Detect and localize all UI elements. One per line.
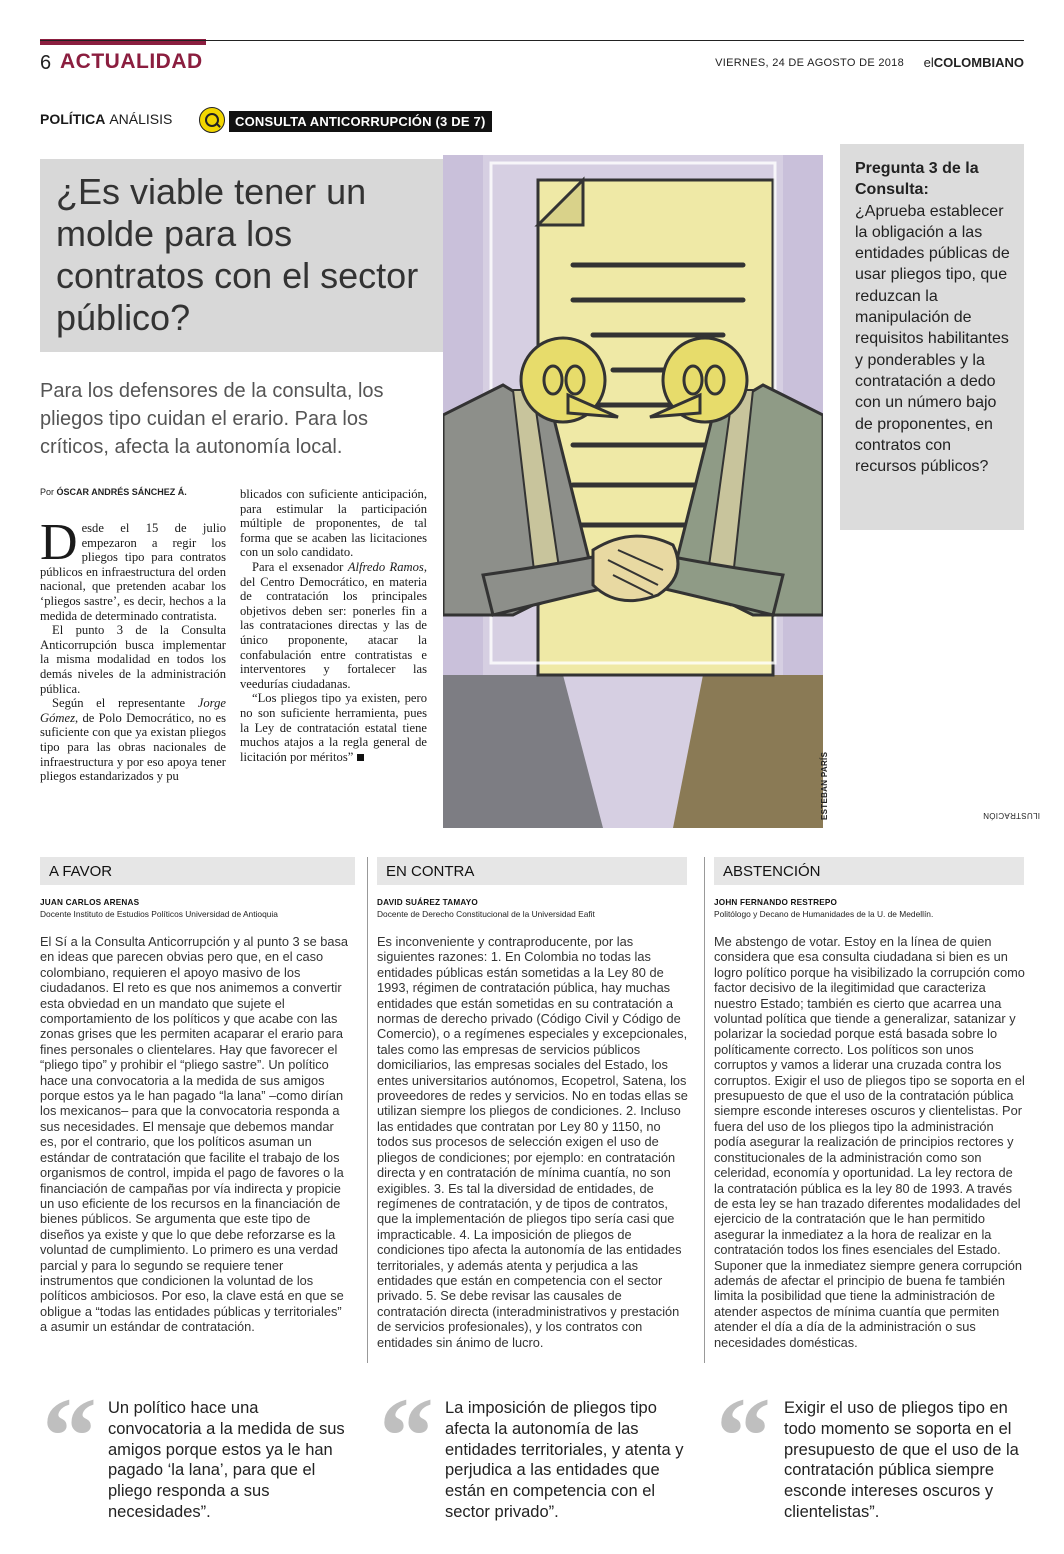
illustration-handshake — [443, 155, 823, 828]
page-number: 6 — [40, 52, 52, 74]
byline-prefix: Por — [40, 487, 55, 497]
column-author: JUAN CARLOS ARENAS — [40, 898, 140, 907]
quote-mark-icon: “ — [716, 1375, 771, 1497]
brand-prefix: el — [923, 55, 934, 70]
headline: ¿Es viable tener un molde para los contratos con el sector público? — [56, 171, 419, 338]
column-author-role: Docente de Derecho Constitucional de la Universidad Eafit — [377, 909, 595, 919]
column-heading-favor: A FAVOR — [40, 857, 355, 885]
column-text: Me abstengo de votar. Estoy en la línea de quien considera que esa consulta ciudadana si bien es un logro político porque ha visibilizado la corrupción como factor decisivo de la ilegitimidad que caracteriza nuestro Estado; también es cierto que acarrea una voluntad política que tiende a generalizar, satanizar y polarizar la sociedad porque está basada sobre lo políticamente correcto. Los políticos son unos corruptos y vamos a liderar una cruzada contra los corruptos. Exigir el uso de pliegos tipo se soporta en el presupuesto de que el uso de la contratación pública siempre esconde intereses oscuros y clientelistas. Por fuera del uso de los pliegos tipo la administración podía asegurar la realización de principios rectores y constitucionales de la administración como son celeridad, economía y oportunidad. La ley rectora de la contratación pública es la ley 80 de 1993. A través de esta ley se han trazado diferentes modalidades del ejercicio de la contratación que le han permitido asegurar la inmediatez a la hora de realizar en la contratación todos los fines esenciales del Estado. Suponer que la inmediatez siempre genera corrupción además de afectar el principio de buena fe también limita la posibilidad que tiene la administración de atender aspectos de mínima cuantía que permiten atender el día a día de la administración o sus necesidades domésticas. — [714, 934, 1025, 1350]
end-mark — [357, 754, 364, 761]
body-text: , de Polo Democrático, no es suficiente con que ya existan pliegos tipo para las obras nacionales de infraestructura y por eso apoya tener pliegos estandarizados y pu — [40, 710, 226, 784]
quote-mark-icon: “ — [379, 1375, 434, 1497]
column-heading-abstencion: ABSTENCIÓN — [714, 857, 1024, 885]
body-text: “Los pliegos tipo ya existen, pero no son suficiente herramienta, pues la Ley de contratación estatal tiene muchos atajos a la regla general de licitación por méritos” — [240, 691, 427, 764]
credit-name: ESTEBAN PARÍS — [820, 751, 829, 820]
body-paragraph — [40, 696, 226, 784]
headline-box — [40, 159, 443, 352]
pull-quote: Un político hace una convocatoria a la medida de sus amigos porque estos ya le han pagado ‘la lana’, para que el pliego responda a sus necesidades”. — [108, 1399, 345, 1521]
body-paragraph — [240, 560, 427, 691]
question-box — [840, 144, 1024, 530]
handshake-illustration — [443, 155, 823, 828]
brand-name: COLOMBIANO — [933, 55, 1024, 70]
article-body-column-1 — [40, 514, 226, 784]
body-text: , del Centro Democrático, en materia de contratación los principales objetivos deben ser: ponerles fin a las contrataciones directas y las de único proponente, atacar la confabulación entre contratistas e interventores y fortalecer las veedurías ciudadanas. — [240, 559, 427, 691]
body-paragraph: El punto 3 de la Consulta Anticorrupción busca implementar la misma modalidad en todos los demás niveles de la administración pública. — [40, 623, 226, 696]
series-tag: CONSULTA ANTICORRUPCIÓN (3 DE 7) — [229, 111, 492, 132]
credit-prefix: ILUSTRACIÓN — [982, 811, 1040, 820]
column-text: Es inconveniente y contraproducente, por las siguientes razones: 1. En Colombia no todas las entidades públicas están sometidas a la Ley 80 de 1993, régimen de contratación pública, hay muchas entidades que están sometidas en su contratación a normas de derecho privado (Código Civil y Código de Comercio), o a regímenes especiales y excepcionales, tales como las empresas de servicios públicos domiciliarios, las empresas sociales del Estado, los entes universitarios autónomos, Ecopetrol, Satena, los proveedores de redes y servicios. No en todas ellas se utilizan siempre los pliegos de condiciones. 2. Incluso las entidades que contratan por Ley 80 y 1150, no todos sus procesos de selección exigen el uso de pliegos de condiciones; por ejemplo: en contratación directa y en contratación de mínima cuantía, no son exigibles. 3. Es tal la diversidad de entidades, de regímenes de contratación, y de tipos de contratos, que la implementación de pliegos tipo sería casi que impracticable. 4. La imposición de pliegos de condiciones tipo afecta la autonomía de las entidades territoriales, y además atenta y perjudica a las entidades que están en competencia con el sector privado. 5. Se debe revisar las causales de contratación directa (interadministrativos y prestación de servicios profesionales), y los contratos con entidades sin ánimo de lucro. — [377, 934, 688, 1350]
pull-quote: Exigir el uso de pliegos tipo en todo momento se soporta en el presupuesto de que el uso de la contratación pública siempre esconde intereses oscuros y clientelistas”. — [784, 1399, 1019, 1521]
section-title: ACTUALIDAD — [60, 50, 203, 73]
dropcap: D — [40, 514, 78, 571]
person-name: Alfredo Ramos — [347, 559, 424, 574]
quote-mark-icon: “ — [42, 1375, 97, 1497]
kicker — [40, 111, 172, 127]
person-name: Jorge Gómez — [40, 696, 226, 725]
column-author: DAVID SUÁREZ TAMAYO — [377, 898, 478, 907]
newspaper-logo — [924, 55, 1024, 70]
kicker-category: POLÍTICA — [40, 111, 106, 127]
question-title: Pregunta 3 de la Consulta: — [855, 160, 979, 199]
byline-author: ÓSCAR ANDRÉS SÁNCHEZ Á. — [56, 487, 187, 497]
pull-quote: La imposición de pliegos tipo afecta la autonomía de las entidades territoriales, y atenta y perjudica a las entidades que están en competencia con el sector privado”. — [445, 1399, 684, 1521]
column-divider — [367, 857, 368, 1363]
illustration-credit — [820, 600, 1040, 820]
column-author: JOHN FERNANDO RESTREPO — [714, 898, 838, 907]
column-divider — [704, 857, 705, 1363]
body-text: Según el representante — [52, 696, 198, 711]
deck: Para los defensores de la consulta, los pliegos tipo cuidan el erario. Para los críticos, afecta la autonomía local. — [40, 380, 384, 458]
body-text: Para el exsenador — [252, 559, 348, 574]
body-paragraph — [240, 691, 427, 764]
body-paragraph: blicados con suficiente anticipación, para estimular la participación múltiple de proponentes, de tal forma que se acaben las licitaciones con un solo candidato. — [240, 487, 427, 560]
kicker-genre: ANÁLISIS — [109, 111, 173, 127]
byline — [40, 487, 187, 497]
question-text: ¿Aprueba establecer la obligación a las entidades públicas de usar pliegos tipo, que reduzcan la manipulación de requisitos habilitantes y ponderables y la contratación a dedo con un número bajo de proponentes, en contratos con recursos públicos? — [855, 202, 1010, 476]
body-paragraph: esde el 15 de julio empezaron a regir los pliegos tipo para contratos públicos en infraestructura del orden nacional, que pretenden acabar los ‘pliegos sastre’, es decir, hechos a la medida de determinado contratista. — [40, 521, 226, 623]
column-heading-contra: EN CONTRA — [377, 857, 687, 885]
column-text: El Sí a la Consulta Anticorrupción y al punto 3 se basa en ideas que parecen obvias pero que, en el caso colombiano, requieren el apoyo masivo de los ciudadanos. El reto es que nos animemos a convertir esta obviedad en un mandato que sujete el comportamiento de los políticos y que acabe con las zonas grises que les permiten acaparar el erario para fines personales o clientelares. Hay que favorecer el “pliego tipo” y prohibir el “pliego sastre”. Un político hace una convocatoria a la medida de sus amigos porque estos ya le han pagado “la lana” –como dirían los mexicanos– para que la convocatoria responda a sus necesidades. El mensaje que debemos mandar es, por el contrario, que los políticos asuman un estándar de contratación que facilite el trabajo de los organismos de control, impida el pago de favores o la financiación de campañas por vía indirecta y propicie un uso eficiente de los recursos en la financiación de bienes públicos. Se argumenta que este tipo de diseños ya existe y que lo que debe reforzarse es la voluntad de cumplimiento. Lo primero es una verdad parcial y para lo segundo se requiere tener instrumentos que condicionen la voluntad de los políticos ambiciosos. Por eso, la clave está en que se obligue a “todas las entidades públicas y territoriales” a asumir un estándar de contratación. — [40, 934, 349, 1335]
search-icon — [199, 107, 225, 133]
issue-date: VIERNES, 24 DE AGOSTO DE 2018 — [715, 57, 904, 69]
column-author-role: Politólogo y Decano de Humanidades de la U. de Medellín. — [714, 909, 934, 919]
column-author-role: Docente Instituto de Estudios Políticos Universidad de Antioquia — [40, 909, 278, 919]
article-body-column-2 — [240, 487, 427, 764]
header-rule — [40, 40, 1024, 41]
